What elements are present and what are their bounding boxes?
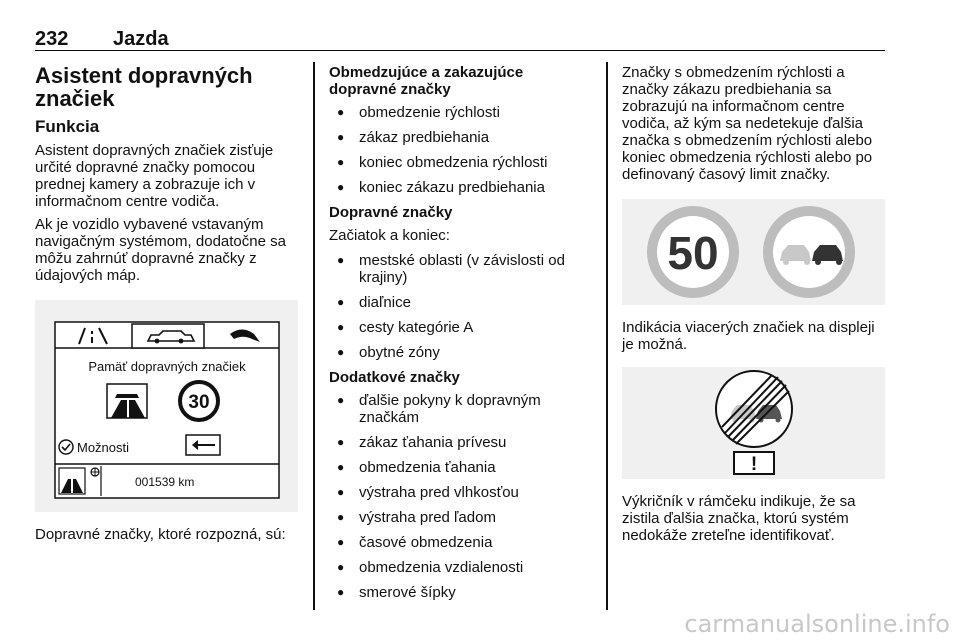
paragraph: Indikácia viacerých značiek na displeji je možná. (622, 319, 875, 353)
list-item: ● smerové šípky (329, 584, 591, 601)
list-item: ● diaľnice (329, 294, 591, 311)
list-item: ● obytné zóny (329, 344, 591, 361)
caption: Dopravné značky, ktoré rozpozná, sú: (35, 526, 286, 543)
section-title: Asistent dopravných značiek (35, 63, 253, 111)
end-no-overtaking-graphic (622, 367, 885, 479)
list-item: ● mestské oblasti (v závislosti od krajiny) (329, 252, 591, 286)
speed-limit-30-sign (180, 382, 218, 420)
options-label: Možnosti (77, 440, 130, 455)
list-item: ● zákaz ťahania prívesu (329, 434, 591, 451)
column-divider-right (606, 62, 608, 610)
paragraph: Ak je vozidlo vybavené vstavaným navigačným systémom, dodatočne sa môžu zahrnúť dopravné značky z údajových máp. (35, 216, 286, 284)
unidentified-sign-illustration (622, 367, 885, 479)
list-additional-signs (329, 392, 591, 601)
odometer: 001539 km (135, 475, 195, 489)
end-of-no-overtaking-sign (716, 371, 792, 447)
signs-graphic (622, 199, 885, 305)
svg-text:50: 50 (667, 227, 719, 279)
list-item: ● obmedzenia ťahania (329, 459, 591, 476)
chapter-title: Jazda (113, 28, 169, 50)
paragraph: Asistent dopravných značiek zisťuje určité dopravné značky pomocou prednej kamery a zobrazuje ich v informačnom centre vodiča. (35, 142, 274, 210)
list-item: ● cesty kategórie A (329, 319, 591, 336)
signs-illustration (622, 199, 885, 305)
paragraph: Značky s obmedzením rýchlosti a značky zákazu predbiehania sa zobrazujú na informačnom centre vodiča, až kým sa nedetekuje ďalšia značka s obmedzením rýchlosti alebo koniec obmedzenia rýchlosti alebo po definovaný časový limit značky. (622, 64, 873, 183)
display-graphic (35, 300, 298, 512)
heading-traffic-signs: Dopravné značky (329, 204, 453, 221)
watermark: carmanualsonline.info (684, 610, 950, 638)
speed-limit-50-sign (647, 206, 739, 298)
list-restrictive-signs (329, 104, 591, 196)
list-item: ● obmedzenie rýchlosti (329, 104, 591, 121)
list-item: ● časové obmedzenia (329, 534, 591, 551)
no-overtaking-sign (763, 206, 855, 298)
driver-display-illustration (35, 300, 298, 512)
page-header (35, 28, 885, 51)
menu-title: Pamäť dopravných značiek (88, 359, 246, 374)
motorway-sign-icon (107, 384, 147, 418)
column-3 (622, 64, 887, 550)
motorway-status-icon (59, 468, 85, 494)
column-1 (35, 64, 303, 549)
paragraph: Výkričník v rámčeku indikuje, že sa zistila ďalšia značka, ktorú systém nedokáže zreteľne identifikovať. (622, 493, 856, 544)
svg-text:!: ! (750, 454, 758, 475)
column-divider-left (313, 62, 315, 610)
list-item: ● výstraha pred ľadom (329, 509, 591, 526)
list-traffic-signs (329, 252, 591, 361)
list-item: ● obmedzenia vzdialenosti (329, 559, 591, 576)
list-item: ● ďalšie pokyny k dopravným značkám (329, 392, 591, 426)
back-arrow-icon (186, 435, 220, 455)
exclamation-box-icon (734, 452, 774, 475)
heading-additional-signs: Dodatkové značky (329, 369, 460, 386)
list-item: ● koniec zákazu predbiehania (329, 179, 591, 196)
section-subtitle: Funkcia (35, 117, 100, 136)
list-item: ● výstraha pred vlhkosťou (329, 484, 591, 501)
column-2 (329, 64, 591, 609)
list-item: ● koniec obmedzenia rýchlosti (329, 154, 591, 171)
page-number: 232 (35, 28, 69, 50)
list-item: ● zákaz predbiehania (329, 129, 591, 146)
heading-restrictive-signs: Obmedzujúce a zakazujúce dopravné značky (329, 64, 524, 98)
svg-text:30: 30 (188, 392, 210, 413)
heading-traffic-signs-sub: Začiatok a koniec: (329, 227, 450, 244)
